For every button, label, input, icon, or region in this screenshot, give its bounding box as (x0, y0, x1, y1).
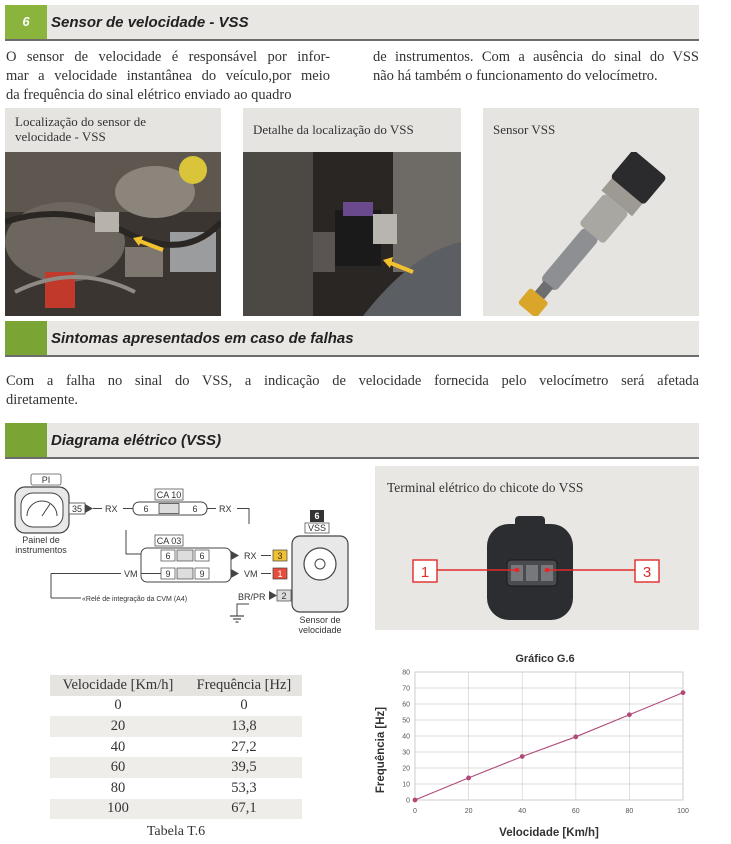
svg-text:6: 6 (192, 504, 198, 514)
data-point (466, 776, 471, 781)
wire-label: VM (124, 569, 138, 579)
terminal-title: Terminal elétrico do chicote do VSS (387, 480, 584, 495)
section-header-sensor (5, 5, 699, 41)
section-title: Sensor de velocidade - VSS (51, 14, 249, 31)
text-line: diretamente. (6, 392, 79, 408)
terminal-panel (375, 466, 699, 630)
panel-label: instrumentos (15, 545, 67, 555)
y-tick-label: 0 (406, 797, 410, 805)
vss-sensor-photo (483, 152, 699, 316)
photo-caption: Sensor VSS (493, 122, 556, 137)
text-line: da frequência do sinal elétrico enviado ao quadro (6, 87, 292, 103)
section-marker (5, 423, 47, 457)
table-header: Velocidade [Km/h] (50, 675, 186, 696)
connector-label: CA 10 (156, 490, 182, 500)
data-point (573, 734, 578, 739)
frequency-chart (360, 646, 699, 840)
y-tick-label: 40 (402, 733, 410, 741)
x-tick-label: 40 (518, 808, 527, 815)
engine-bay-photo (5, 152, 221, 316)
chart-y-axis-label: Frequência [Hz] (375, 706, 387, 794)
table-row: 0 0 (114, 697, 248, 714)
y-tick-label: 30 (402, 749, 410, 757)
relay-label: «Relé de integração da CVM (A4) (82, 596, 188, 603)
detail-photo (243, 152, 461, 316)
wire-label: RX (244, 551, 257, 561)
table-header: Frequência [Hz] (186, 675, 302, 696)
table-row: 60 39,5 (50, 757, 302, 778)
pin-label: 35 (71, 504, 83, 514)
wiring-diagram (5, 468, 355, 638)
y-tick-label: 10 (402, 781, 410, 789)
photo-panel-location (5, 108, 221, 316)
section-number: 6 (5, 5, 47, 39)
x-tick-label: 80 (625, 808, 634, 815)
photo-caption: Detalhe da localização do VSS (253, 122, 414, 137)
panel-label: Painel de (22, 535, 60, 545)
sensor-label: Sensor de (299, 615, 341, 625)
photo-panel-sensor (483, 108, 699, 316)
speed-frequency-table-wrap (50, 675, 302, 840)
y-tick-label: 80 (402, 669, 410, 677)
sensor-tag: VSS (307, 523, 327, 533)
text-line: Com a falha no sinal do VSS, a indicação de velocidade fornecida pelo velocímetro será afetada (6, 373, 699, 389)
pi-tag: PI (41, 475, 51, 485)
wire-label: BR/PR (238, 592, 266, 602)
x-tick-label: 60 (571, 808, 580, 815)
speedometer-icon (21, 493, 63, 527)
section-marker (5, 321, 47, 355)
svg-text:9: 9 (165, 569, 171, 579)
section-title: Sintomas apresentados em caso de falhas (51, 330, 354, 347)
table-caption: Tabela T.6 (146, 824, 206, 840)
wire-label: VM (244, 569, 258, 579)
chart-title: Gráfico G.6 (515, 653, 575, 665)
photo-caption: Localização do sensor de velocidade - VSS (15, 114, 147, 144)
intro-column-right (373, 48, 699, 86)
table-row: 40 27,2 (110, 738, 257, 755)
text-line: de instrumentos. Com a ausência do sinal do VSS (373, 49, 699, 65)
connector-label: CA 03 (156, 536, 182, 546)
text-line: O sensor de velocidade é responsável por infor- (6, 49, 330, 65)
svg-text:3: 3 (642, 564, 652, 581)
chart-x-axis-label: Velocidade [Km/h] (499, 827, 599, 839)
svg-text:2: 2 (281, 591, 287, 601)
data-point (681, 690, 686, 695)
wire-label: RX (219, 504, 232, 514)
intro-column-left (6, 48, 330, 105)
section-title: Diagrama elétrico (VSS) (51, 432, 222, 449)
y-tick-label: 20 (402, 765, 410, 773)
data-point (520, 754, 525, 759)
symptoms-paragraph (6, 372, 699, 410)
svg-text:9: 9 (199, 569, 205, 579)
y-tick-label: 50 (402, 717, 410, 725)
y-tick-label: 70 (402, 685, 410, 693)
wire-label: RX (105, 504, 118, 514)
section-header-symptoms (5, 321, 699, 357)
text-line: não há também o funcionamento do velocímetro. (373, 68, 658, 84)
section-header-diagram (5, 423, 699, 459)
speed-frequency-table (50, 675, 302, 819)
x-tick-label: 20 (464, 808, 473, 815)
y-tick-label: 60 (402, 701, 410, 709)
svg-text:1: 1 (420, 564, 430, 581)
svg-text:6: 6 (165, 551, 171, 561)
data-point (413, 798, 418, 803)
svg-text:6: 6 (143, 504, 149, 514)
sensor-label: velocidade (298, 625, 342, 635)
svg-text:3: 3 (277, 551, 283, 561)
x-tick-label: 100 (677, 808, 689, 815)
data-point (627, 712, 632, 717)
table-row: 100 67,1 (50, 799, 302, 820)
svg-text:1: 1 (277, 569, 283, 579)
text-line: mar a velocidade instantânea do veículo,por meio (6, 68, 330, 84)
photo-panel-detail (243, 108, 461, 316)
table-row: 80 53,3 (110, 779, 257, 796)
x-tick-label: 0 (413, 808, 417, 815)
svg-text:6: 6 (199, 551, 205, 561)
table-row: 20 13,8 (50, 716, 302, 737)
sensor-number: 6 (314, 511, 320, 521)
